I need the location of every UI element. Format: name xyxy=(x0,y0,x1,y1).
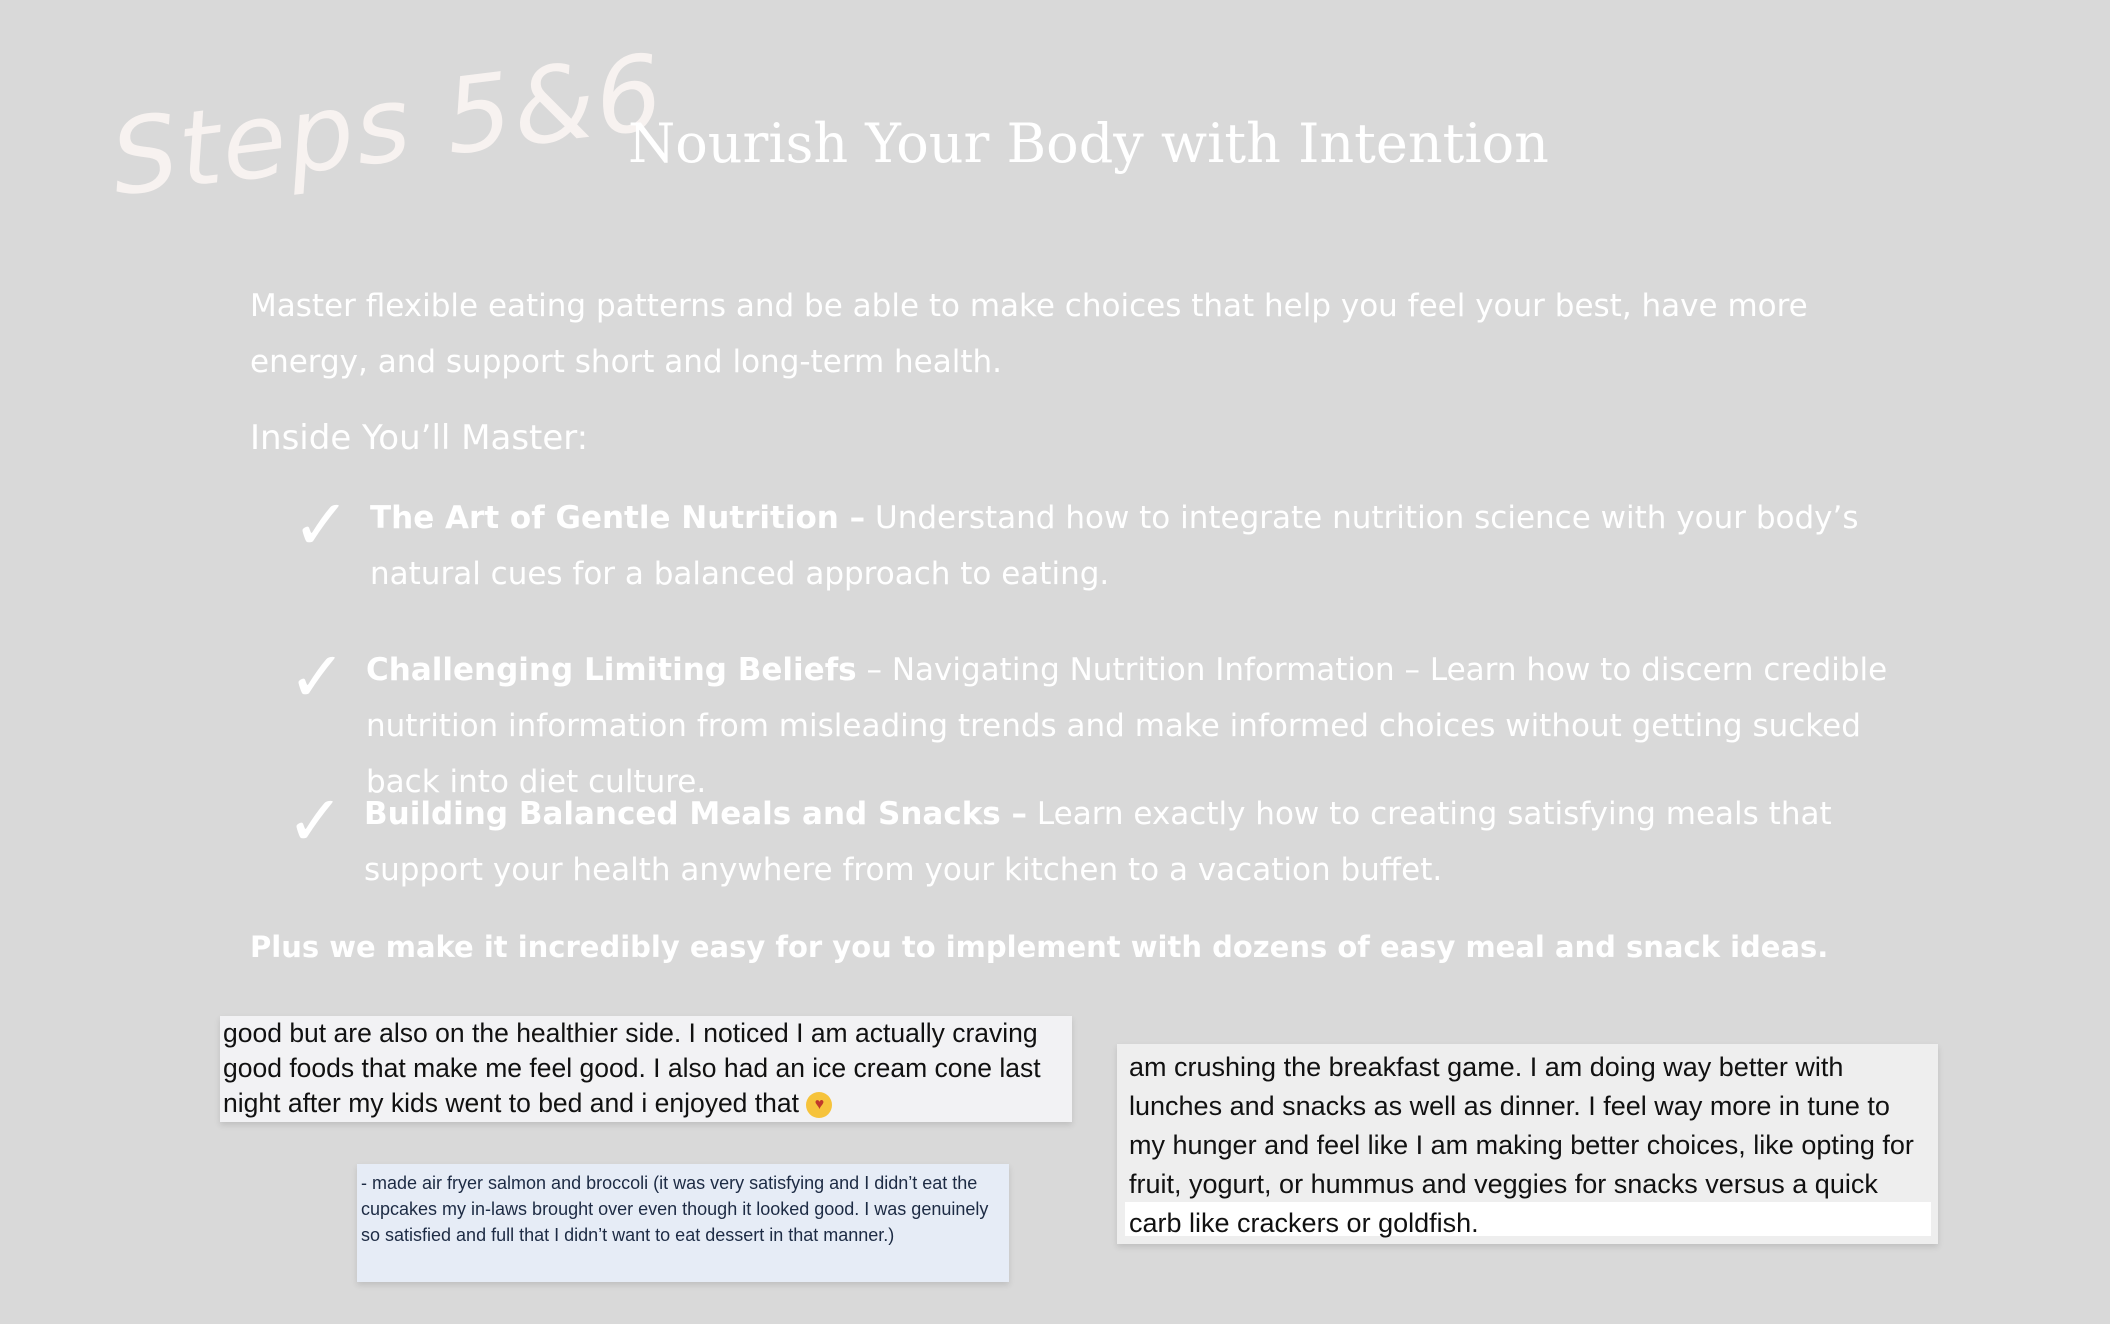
list-item-title: The Art of Gentle Nutrition – xyxy=(370,500,866,536)
testimonial-card-1 xyxy=(220,1016,1072,1122)
steps-script-title: Steps 5&6 xyxy=(104,30,671,220)
intro-paragraph: Master flexible eating patterns and be able to make choices that help you feel your best, have more energy, and support short and long-term health. xyxy=(250,288,1808,380)
list-item xyxy=(370,490,1900,602)
list-item-title: Challenging Limiting Beliefs xyxy=(366,652,857,688)
section-heading: Inside You’ll Master: xyxy=(250,418,589,458)
list-item-text: – Navigating Nutrition Information – Learn how to discern credible nutrition information from misleading trends and make informed choices without getting sucked back into diet culture. xyxy=(366,652,1888,800)
list-item-title: Building Balanced Meals and Snacks – xyxy=(364,796,1028,832)
list-item-text: Learn exactly how to creating satisfying meals that support your health anywhere from your kitchen to a vacation buffet. xyxy=(364,796,1832,888)
testimonial-text: good but are also on the healthier side. I noticed I am actually craving good foods that make me feel good. I also had an ice cream cone last night after my kids went to bed and i enjoyed that xyxy=(223,1018,1041,1118)
kiss-emoji-icon: ♥ xyxy=(806,1092,832,1118)
page-title: Nourish Your Body with Intention xyxy=(628,112,1549,175)
list-item xyxy=(366,642,1906,810)
checkmark-icon: ✓ xyxy=(292,484,351,566)
testimonial-card-3-text: am crushing the breakfast game. I am doing way better with lunches and snacks as well as dinner. I feel way more in tune to my hunger and feel like I am making better choices, like opting for fruit, yogurt, or hummus and veggies for snacks versus a quick carb like crackers or goldfish. xyxy=(1129,1052,1914,1238)
plus-callout: Plus we make it incredibly easy for you to implement with dozens of easy meal and snack ideas. xyxy=(250,930,1829,964)
testimonial-card-2: - made air fryer salmon and broccoli (it was very satisfying and I didn’t eat the cupcakes my in-laws brought over even though it looked good. I was genuinely so satisfied and full that I didn’t want to eat dessert in that manner.) xyxy=(357,1164,1009,1282)
list-item-text: Understand how to integrate nutrition science with your body’s natural cues for a balanced approach to eating. xyxy=(370,500,1859,592)
checkmark-icon: ✓ xyxy=(286,780,345,862)
checkmark-icon: ✓ xyxy=(288,636,347,718)
list-item xyxy=(364,786,1844,898)
